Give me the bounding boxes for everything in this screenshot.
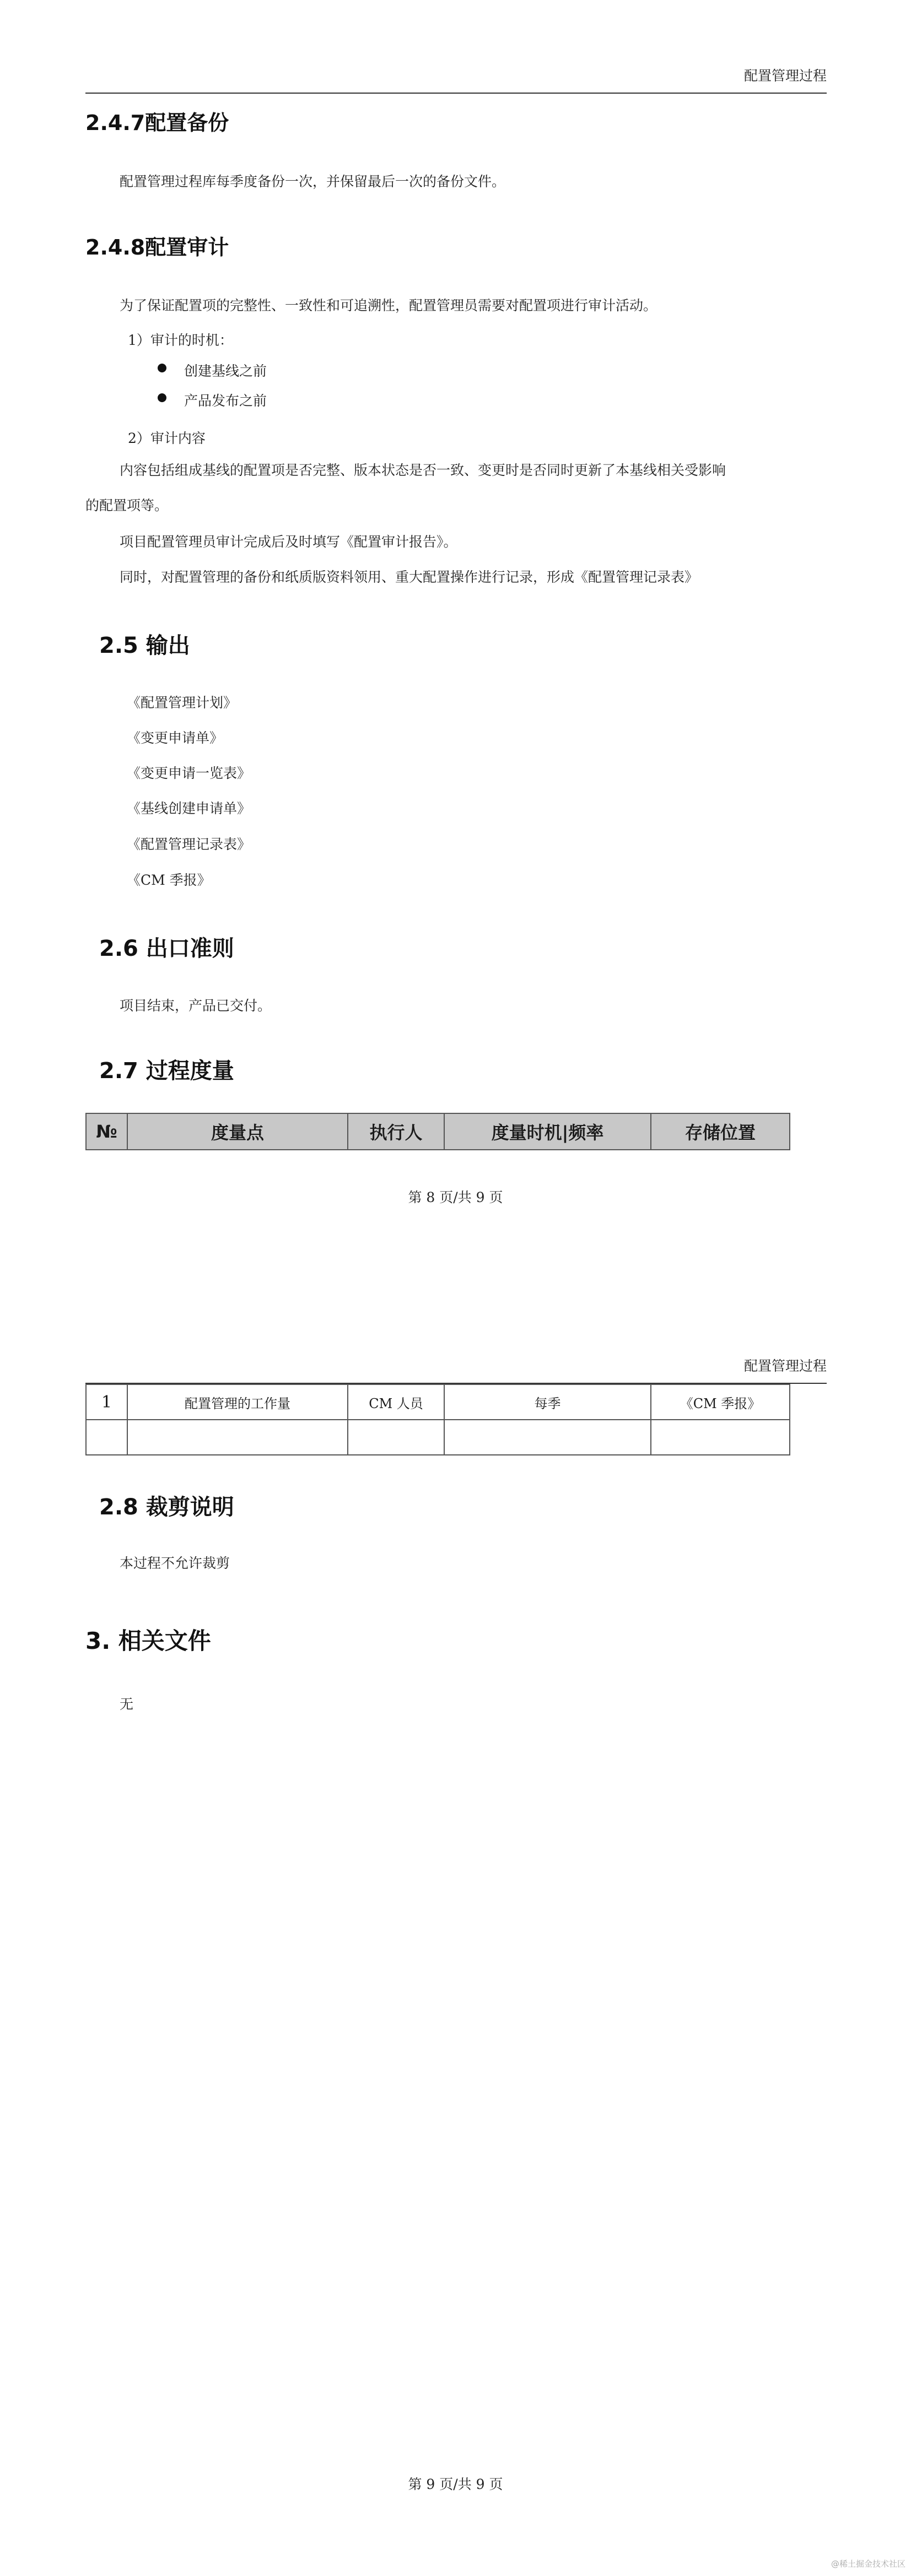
metrics-table-header	[85, 1113, 790, 1150]
table-cell	[651, 1420, 790, 1455]
exit-criteria-text: 项目结束，产品已交付。	[120, 998, 272, 1014]
section-2-4-7-title: 2.4.7配置备份	[85, 111, 229, 135]
section-3-title: 3. 相关文件	[85, 1627, 211, 1654]
table-cell: 配置管理的工作量	[127, 1384, 348, 1420]
page-footer: 第 9 页/共 9 页	[408, 2476, 503, 2492]
audit-content-line1: 内容包括组成基线的配置项是否完整、版本状态是否一致、变更时是否同时更新了本基线相关受影响	[120, 462, 726, 478]
output-item: 《变更申请一览表》	[127, 765, 251, 781]
running-header: 配置管理过程	[743, 68, 827, 84]
metrics-table-body	[85, 1384, 790, 1455]
watermark: @稀土掘金技术社区	[831, 2559, 905, 2569]
col-header-metric-point: 度量点	[127, 1113, 348, 1150]
page-footer: 第 8 页/共 9 页	[408, 1189, 503, 1205]
audit-content-label: 2）审计内容	[128, 430, 206, 446]
col-header-no: №	[86, 1113, 127, 1150]
section-2-7-title: 2.7 过程度量	[99, 1058, 234, 1084]
section-2-4-7-text: 配置管理过程库每季度备份一次，并保留最后一次的备份文件。	[120, 174, 506, 190]
output-item: 《基线创建申请单》	[127, 800, 251, 816]
table-cell	[444, 1420, 651, 1455]
bullet-dot-icon	[158, 364, 166, 372]
col-header-executor: 执行人	[348, 1113, 444, 1150]
section-2-4-8-title: 2.4.8配置审计	[85, 235, 229, 259]
output-item: 《配置管理计划》	[127, 695, 238, 711]
section-2-6-title: 2.6 出口准则	[99, 936, 234, 961]
bullet-dot-icon	[158, 393, 166, 402]
table-cell	[86, 1420, 127, 1455]
table-cell: 1	[86, 1384, 127, 1420]
section-2-5-title: 2.5 输出	[99, 633, 190, 658]
section-2-8-title: 2.8 裁剪说明	[99, 1495, 234, 1520]
header-rule	[85, 93, 827, 94]
related-files-text: 无	[120, 1696, 134, 1712]
audit-report-text: 项目配置管理员审计完成后及时填写《配置审计报告》。	[120, 534, 457, 550]
running-header: 配置管理过程	[743, 1358, 827, 1374]
tailoring-text: 本过程不允许裁剪	[120, 1555, 230, 1571]
page-9	[0, 1333, 911, 2576]
table-cell: 每季	[444, 1384, 651, 1420]
col-header-timing: 度量时机|频率	[444, 1113, 651, 1150]
audit-intro: 为了保证配置项的完整性、一致性和可追溯性，配置管理员需要对配置项进行审计活动。	[120, 297, 657, 313]
output-item: 《CM 季报》	[127, 872, 211, 888]
audit-content-line2: 的配置项等。	[85, 497, 169, 513]
audit-timing-bullet: 产品发布之前	[184, 390, 267, 410]
audit-record-text: 同时，对配置管理的备份和纸质版资料领用、重大配置操作进行记录，形成《配置管理记录表》	[120, 569, 699, 585]
table-cell: 《CM 季报》	[651, 1384, 790, 1420]
table-cell	[348, 1420, 444, 1455]
col-header-storage: 存储位置	[651, 1113, 790, 1150]
audit-timing-bullet: 创建基线之前	[184, 360, 267, 380]
output-item: 《变更申请单》	[127, 730, 224, 746]
audit-timing-label: 1）审计的时机：	[128, 332, 233, 348]
table-cell: CM 人员	[348, 1384, 444, 1420]
table-row	[86, 1420, 790, 1455]
output-item: 《配置管理记录表》	[127, 836, 251, 852]
table-cell	[127, 1420, 348, 1455]
table-row	[86, 1384, 790, 1420]
